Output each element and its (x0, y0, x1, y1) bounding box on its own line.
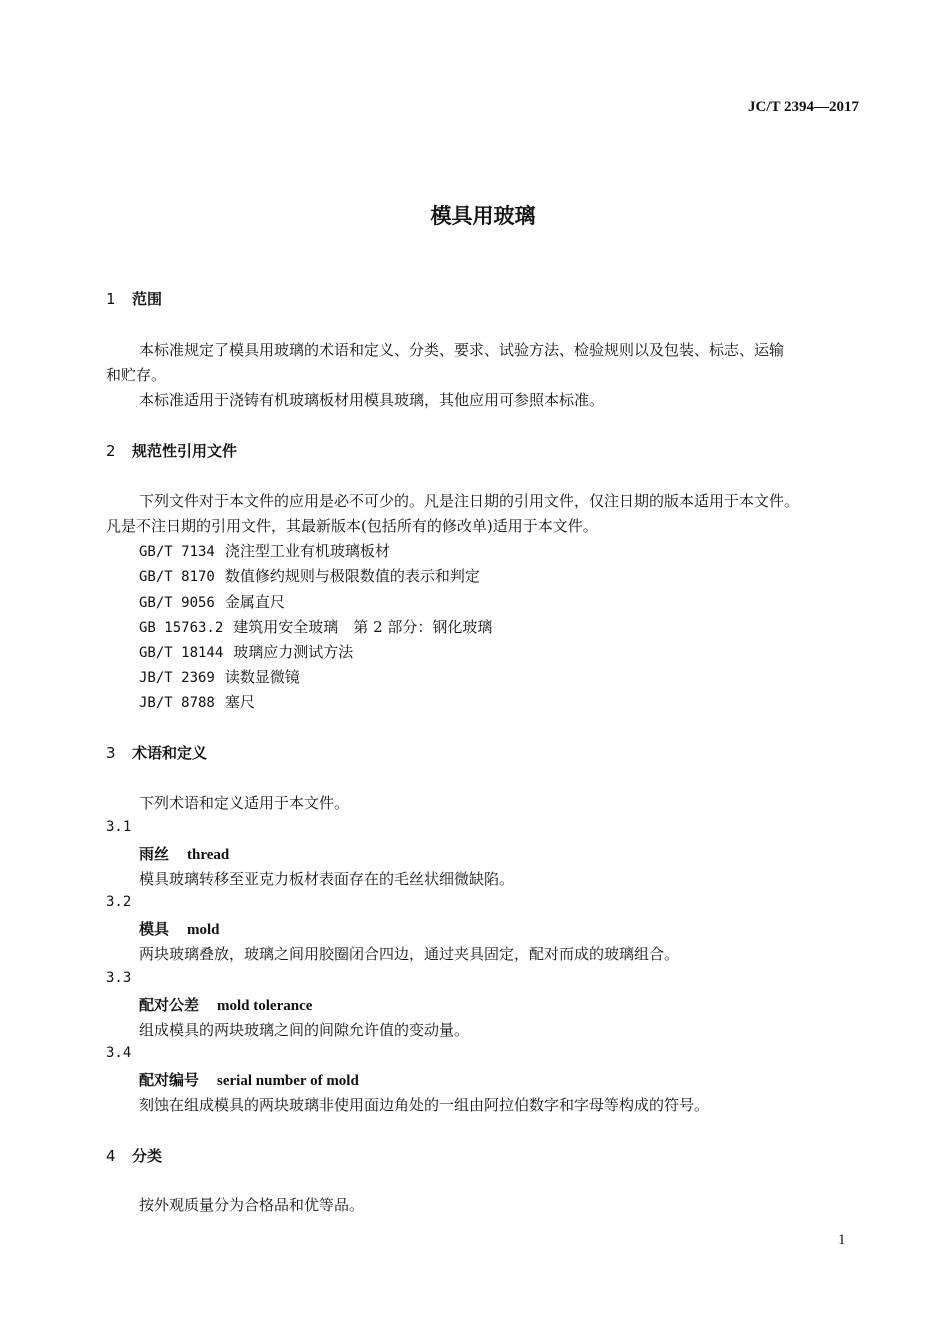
term-definition: 模具玻璃转移至亚克力板材表面存在的毛丝状细微缺陷。 (139, 870, 515, 888)
reference-name: 数值修约规则与极限数值的表示和判定 (224, 567, 480, 585)
reference-code: GB/T 7134 (139, 544, 215, 560)
reference-code: GB 15763.2 (139, 620, 224, 636)
reference-item (139, 666, 300, 687)
section-1-heading (106, 288, 162, 309)
term-name-zh: 模具 (139, 920, 170, 938)
section-2-intro-line-2: 凡是不注日期的引用文件，其最新版本(包括所有的修改单)适用于本文件。 (106, 517, 598, 535)
section-4-heading (106, 1145, 162, 1166)
section-1-paragraph-1-line-2: 和贮存。 (106, 366, 167, 384)
reference-item (139, 565, 480, 586)
section-1-paragraph-1-line-1: 本标准规定了模具用玻璃的术语和定义、分类、要求、试验方法、检验规则以及包装、标志、运输 (139, 341, 785, 359)
section-3-heading (106, 742, 207, 763)
term-number: 3.1 (106, 819, 132, 835)
reference-item (139, 641, 353, 662)
standard-code: JC/T 2394—2017 (748, 99, 859, 115)
reference-code: GB/T 9056 (139, 595, 215, 611)
section-number: 2 (106, 442, 116, 460)
term-name-en: thread (187, 847, 230, 863)
section-2-intro-line-1: 下列文件对于本文件的应用是必不可少的。凡是注日期的引用文件，仅注日期的版本适用于本文件。 (139, 492, 800, 510)
term-definition: 刻蚀在组成模具的两块玻璃非使用面边角处的一组由阿拉伯数字和字母等构成的符号。 (139, 1096, 710, 1114)
section-2-heading (106, 440, 237, 461)
term-number: 3.2 (106, 894, 132, 910)
reference-code: GB/T 8170 (139, 569, 215, 585)
term-name-en: mold tolerance (217, 998, 313, 1014)
section-3-intro: 下列术语和定义适用于本文件。 (139, 794, 350, 812)
section-1-paragraph-2: 本标准适用于浇铸有机玻璃板材用模具玻璃，其他应用可参照本标准。 (139, 391, 605, 409)
term-name-zh: 配对编号 (139, 1071, 200, 1089)
reference-code: GB/T 18144 (139, 645, 224, 661)
reference-item (139, 616, 492, 637)
term-name (139, 918, 220, 939)
page-number: 1 (838, 1232, 846, 1248)
reference-item (139, 691, 255, 712)
term-number: 3.3 (106, 970, 132, 986)
reference-name: 金属直尺 (224, 593, 285, 611)
section-number: 3 (106, 744, 116, 762)
reference-name: 读数显微镜 (224, 668, 300, 686)
term-name-en: mold (187, 922, 220, 938)
reference-code: JB/T 8788 (139, 695, 215, 711)
term-name-zh: 雨丝 (139, 845, 170, 863)
reference-code: JB/T 2369 (139, 670, 215, 686)
term-number: 3.4 (106, 1045, 132, 1061)
reference-name: 玻璃应力测试方法 (233, 643, 354, 661)
section-4-paragraph: 按外观质量分为合格品和优等品。 (139, 1196, 365, 1214)
document-title: 模具用玻璃 (430, 204, 536, 228)
section-title: 术语和定义 (132, 744, 208, 762)
section-title: 范围 (132, 290, 163, 308)
reference-item (139, 540, 390, 561)
reference-name: 浇注型工业有机玻璃板材 (224, 542, 390, 560)
term-definition: 组成模具的两块玻璃之间的间隙允许值的变动量。 (139, 1021, 470, 1039)
reference-name: 塞尺 (224, 693, 255, 711)
section-title: 分类 (132, 1147, 163, 1165)
term-name-en: serial number of mold (217, 1073, 359, 1089)
section-number: 4 (106, 1147, 116, 1165)
term-name (139, 1069, 359, 1090)
term-name-zh: 配对公差 (139, 996, 200, 1014)
reference-item (139, 591, 285, 612)
term-definition: 两块玻璃叠放，玻璃之间用胶圈闭合四边，通过夹具固定，配对而成的玻璃组合。 (139, 945, 680, 963)
section-title: 规范性引用文件 (132, 442, 238, 460)
reference-name: 建筑用安全玻璃 第 2 部分：钢化玻璃 (233, 618, 493, 636)
term-name (139, 843, 229, 864)
term-name (139, 994, 312, 1015)
section-number: 1 (106, 290, 116, 308)
